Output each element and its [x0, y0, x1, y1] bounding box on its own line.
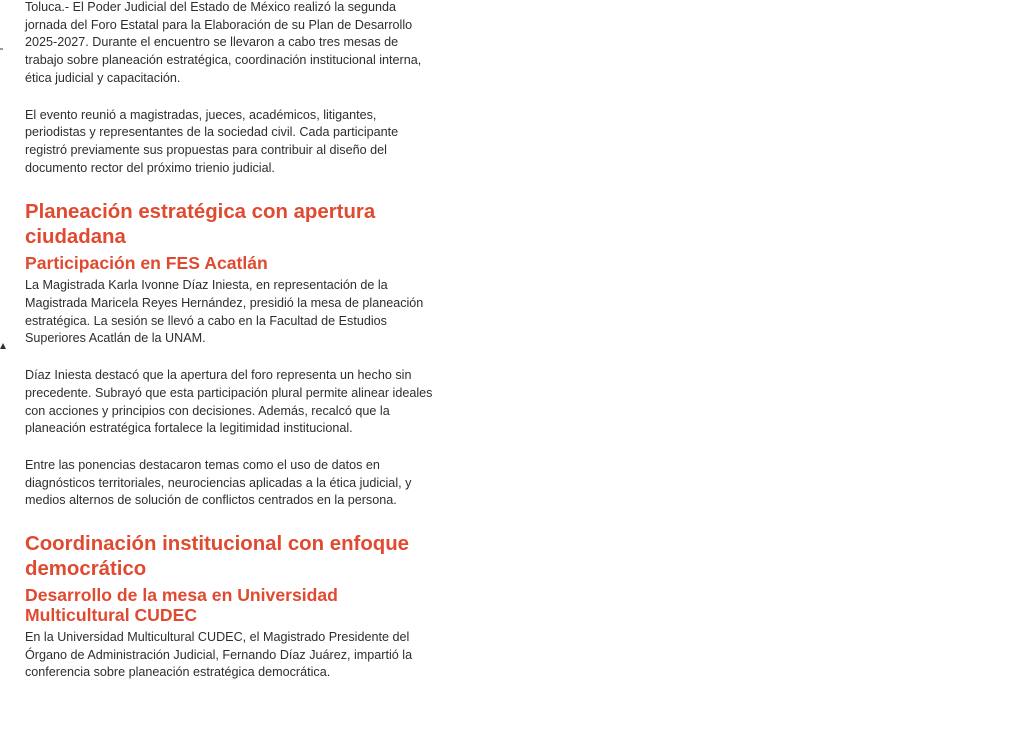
section-2-heading: Coordinación institucional con enfoque democrático — [25, 533, 410, 581]
section-2-subheading: Desarrollo de la mesa en Universidad Multicultural CUDEC — [25, 585, 338, 626]
intro-paragraph-1: Toluca.- El Poder Judicial del Estado de México realizó la segunda jornada del Foro Estatal para la Elaboración de su Plan de Desarrollo 2025-2027. Durante el encuentro se llevaron a cabo tres mesas de trabajo sobre planeación estratégica, coordinación institucional interna, ética judicial y capacitación. — [25, 0, 422, 85]
left-edge-arrow-icon — [0, 343, 6, 349]
section-1-heading: Planeación estratégica con apertura ciudadana — [25, 201, 376, 249]
section-1-subheading: Participación en FES Acatlán — [25, 253, 268, 274]
intro-paragraph-2: El evento reunió a magistradas, jueces, académicos, litigantes, periodistas y representantes de la sociedad civil. Cada participante registró previamente sus propuestas para contribuir al diseño del documento rector del próximo trienio judicial. — [25, 107, 399, 175]
section-2-paragraph-1: En la Universidad Multicultural CUDEC, el Magistrado Presidente del Órgano de Administración Judicial, Fernando Díaz Juárez, impartió la conferencia sobre planeación estratégica democrática. — [25, 630, 413, 680]
section-1-paragraph-3: Entre las ponencias destacaron temas como el uso de datos en diagnósticos territoriales, neurociencias aplicadas a la ética judicial, y medios alternos de solución de conflictos centrados en la persona. — [25, 457, 412, 508]
left-edge-mark — [0, 48, 3, 50]
section-1-paragraph-1: La Magistrada Karla Ivonne Díaz Iniesta, en representación de la Magistrada Maricela Reyes Hernández, presidió la mesa de planeación estratégica. La sesión se llevó a cabo en la Facultad de Estudios Superiores Acatlán de la UNAM. — [25, 278, 424, 346]
section-1-paragraph-2: Díaz Iniesta destacó que la apertura del foro representa un hecho sin precedente. Subrayó que esta participación plural permite alinear ideales con acciones y principios con decisiones. Además, recalcó que la planeación estratégica fortalece la legitimidad institucional. — [25, 368, 433, 436]
news-article-body — [25, 0, 435, 682]
